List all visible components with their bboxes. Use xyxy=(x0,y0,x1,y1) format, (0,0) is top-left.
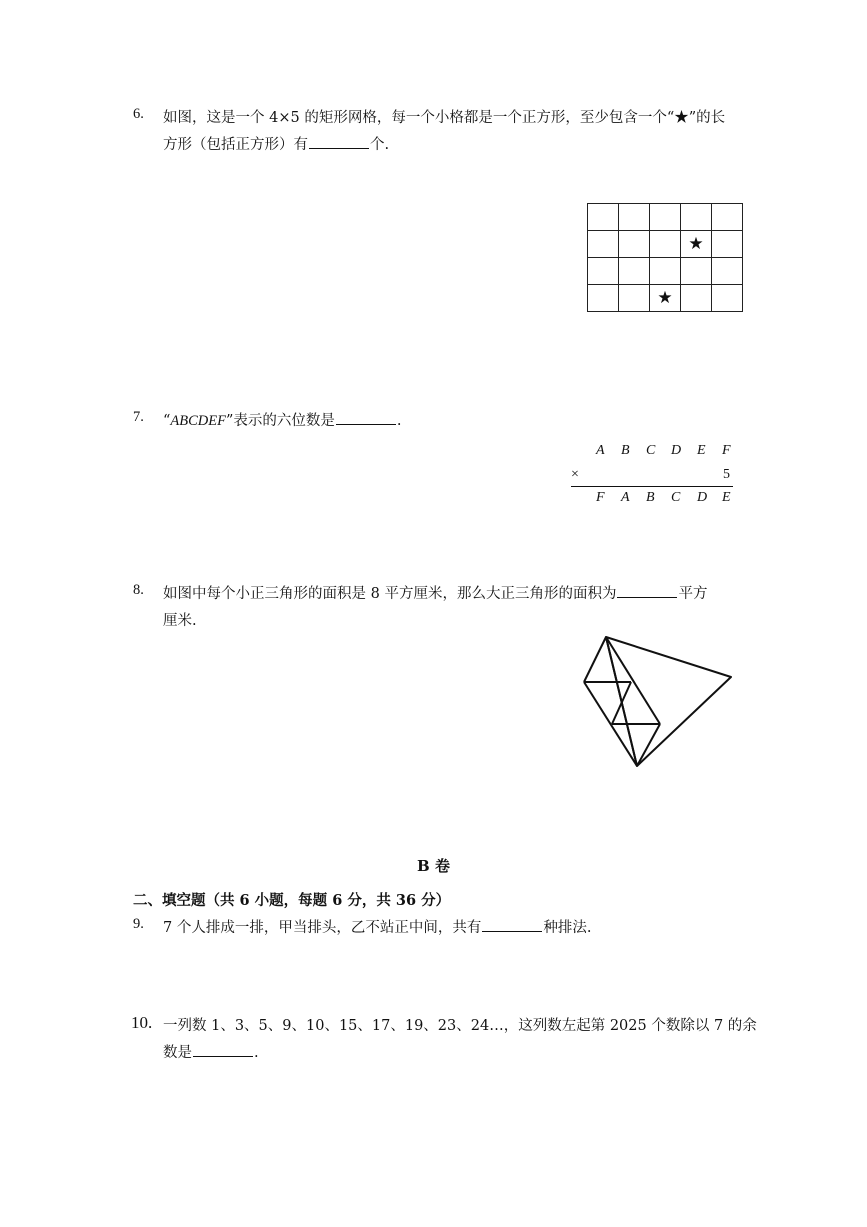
q6-text-line1: 如图，这是一个 4×5 的矩形网格，每一个小格都是一个正方形，至少包含一个“★”的长 xyxy=(163,110,726,126)
q7-row3-letter: B xyxy=(646,490,655,505)
grid-cell xyxy=(619,204,650,231)
q7-word: ABCDEF xyxy=(170,413,226,429)
section-b-title: B 卷 xyxy=(417,857,450,875)
grid-row xyxy=(588,285,743,312)
q8-text-line1 xyxy=(163,582,707,603)
edge xyxy=(637,724,660,766)
q7-row1-letter: B xyxy=(621,443,630,458)
edge xyxy=(612,682,631,724)
q9-number: 9. xyxy=(133,916,144,932)
q7-answer-blank[interactable] xyxy=(336,410,396,425)
grid-cell xyxy=(588,204,619,231)
grid-cell xyxy=(650,231,681,258)
q8-text-part1: 如图中每个小正三角形的面积是 8 平方厘米，那么大正三角形的面积为 xyxy=(163,586,617,602)
grid-cell xyxy=(681,204,712,231)
q7-number: 7. xyxy=(133,409,144,425)
grid-cell xyxy=(712,258,743,285)
q8-text-part2: 平方 xyxy=(678,586,708,602)
section-b-subtitle: 二、填空题（共 6 小题，每题 6 分，共 36 分） xyxy=(133,892,451,909)
grid-cell xyxy=(588,285,619,312)
grid-cell xyxy=(588,231,619,258)
grid-cell xyxy=(650,258,681,285)
q8-answer-blank[interactable] xyxy=(617,583,677,598)
q7-text-after: ”表示的六位数是 xyxy=(226,413,335,429)
q7-row3-letter: D xyxy=(697,490,708,505)
q6-number: 6. xyxy=(133,106,144,122)
grid-row xyxy=(588,231,743,258)
q7-row3-letter: E xyxy=(722,490,731,505)
q7-row3-letter: A xyxy=(621,490,630,505)
grid-cell xyxy=(619,258,650,285)
q7-multiplier: 5 xyxy=(723,467,730,482)
q10-text-line1: 一列数 1、3、5、9、10、15、17、19、23、24…，这列数左起第 2025 个数除以 7 的余 xyxy=(163,1018,757,1034)
q7-row3-letter: C xyxy=(671,490,681,505)
q9-answer-blank[interactable] xyxy=(482,917,542,932)
q6-text-part1: 方形（包括正方形）有 xyxy=(163,137,308,153)
edge xyxy=(584,637,606,682)
q10-answer-blank[interactable] xyxy=(193,1042,253,1057)
q6-star-grid xyxy=(587,203,743,312)
grid-cell xyxy=(681,258,712,285)
q7-end: . xyxy=(396,413,402,429)
grid-cell-star: ★ xyxy=(650,285,681,312)
q7-row1-letter: A xyxy=(596,443,605,458)
q7-quote-open: “ xyxy=(163,413,171,429)
q10-number: 10. xyxy=(131,1013,153,1032)
grid-cell xyxy=(712,204,743,231)
grid-cell xyxy=(712,285,743,312)
q7-text xyxy=(163,409,402,430)
q6-text-part2: 个. xyxy=(370,137,390,153)
q10-text-part2: . xyxy=(254,1045,259,1061)
q6-answer-blank[interactable] xyxy=(309,134,369,149)
q10-text-line2 xyxy=(163,1041,259,1062)
grid-cell xyxy=(619,231,650,258)
grid-cell xyxy=(681,285,712,312)
q9-text-part2: 种排法. xyxy=(543,920,592,936)
grid-row xyxy=(588,258,743,285)
q8-number: 8. xyxy=(133,582,144,598)
q8-triangle-figure xyxy=(575,630,740,775)
q7-times-sign: × xyxy=(571,467,579,482)
q6-text-line2 xyxy=(163,133,389,154)
grid-cell xyxy=(619,285,650,312)
q7-row1-letter: E xyxy=(697,443,706,458)
q9-text xyxy=(163,916,591,937)
edge xyxy=(606,637,660,724)
grid-cell xyxy=(650,204,681,231)
q7-row1-letter: C xyxy=(646,443,656,458)
grid-cell xyxy=(712,231,743,258)
q9-text-part1: 7 个人排成一排，甲当排头，乙不站正中间，共有 xyxy=(163,920,482,936)
q7-rule-line xyxy=(571,486,733,487)
grid-cell xyxy=(588,258,619,285)
q7-row3-letter: F xyxy=(596,490,605,505)
q7-row1-letter: D xyxy=(671,443,682,458)
q8-text-line2: 厘米. xyxy=(163,613,197,629)
q10-text-part1: 数是 xyxy=(163,1045,192,1061)
grid-cell-star: ★ xyxy=(681,231,712,258)
q7-row1-letter: F xyxy=(722,443,731,458)
grid-row xyxy=(588,204,743,231)
